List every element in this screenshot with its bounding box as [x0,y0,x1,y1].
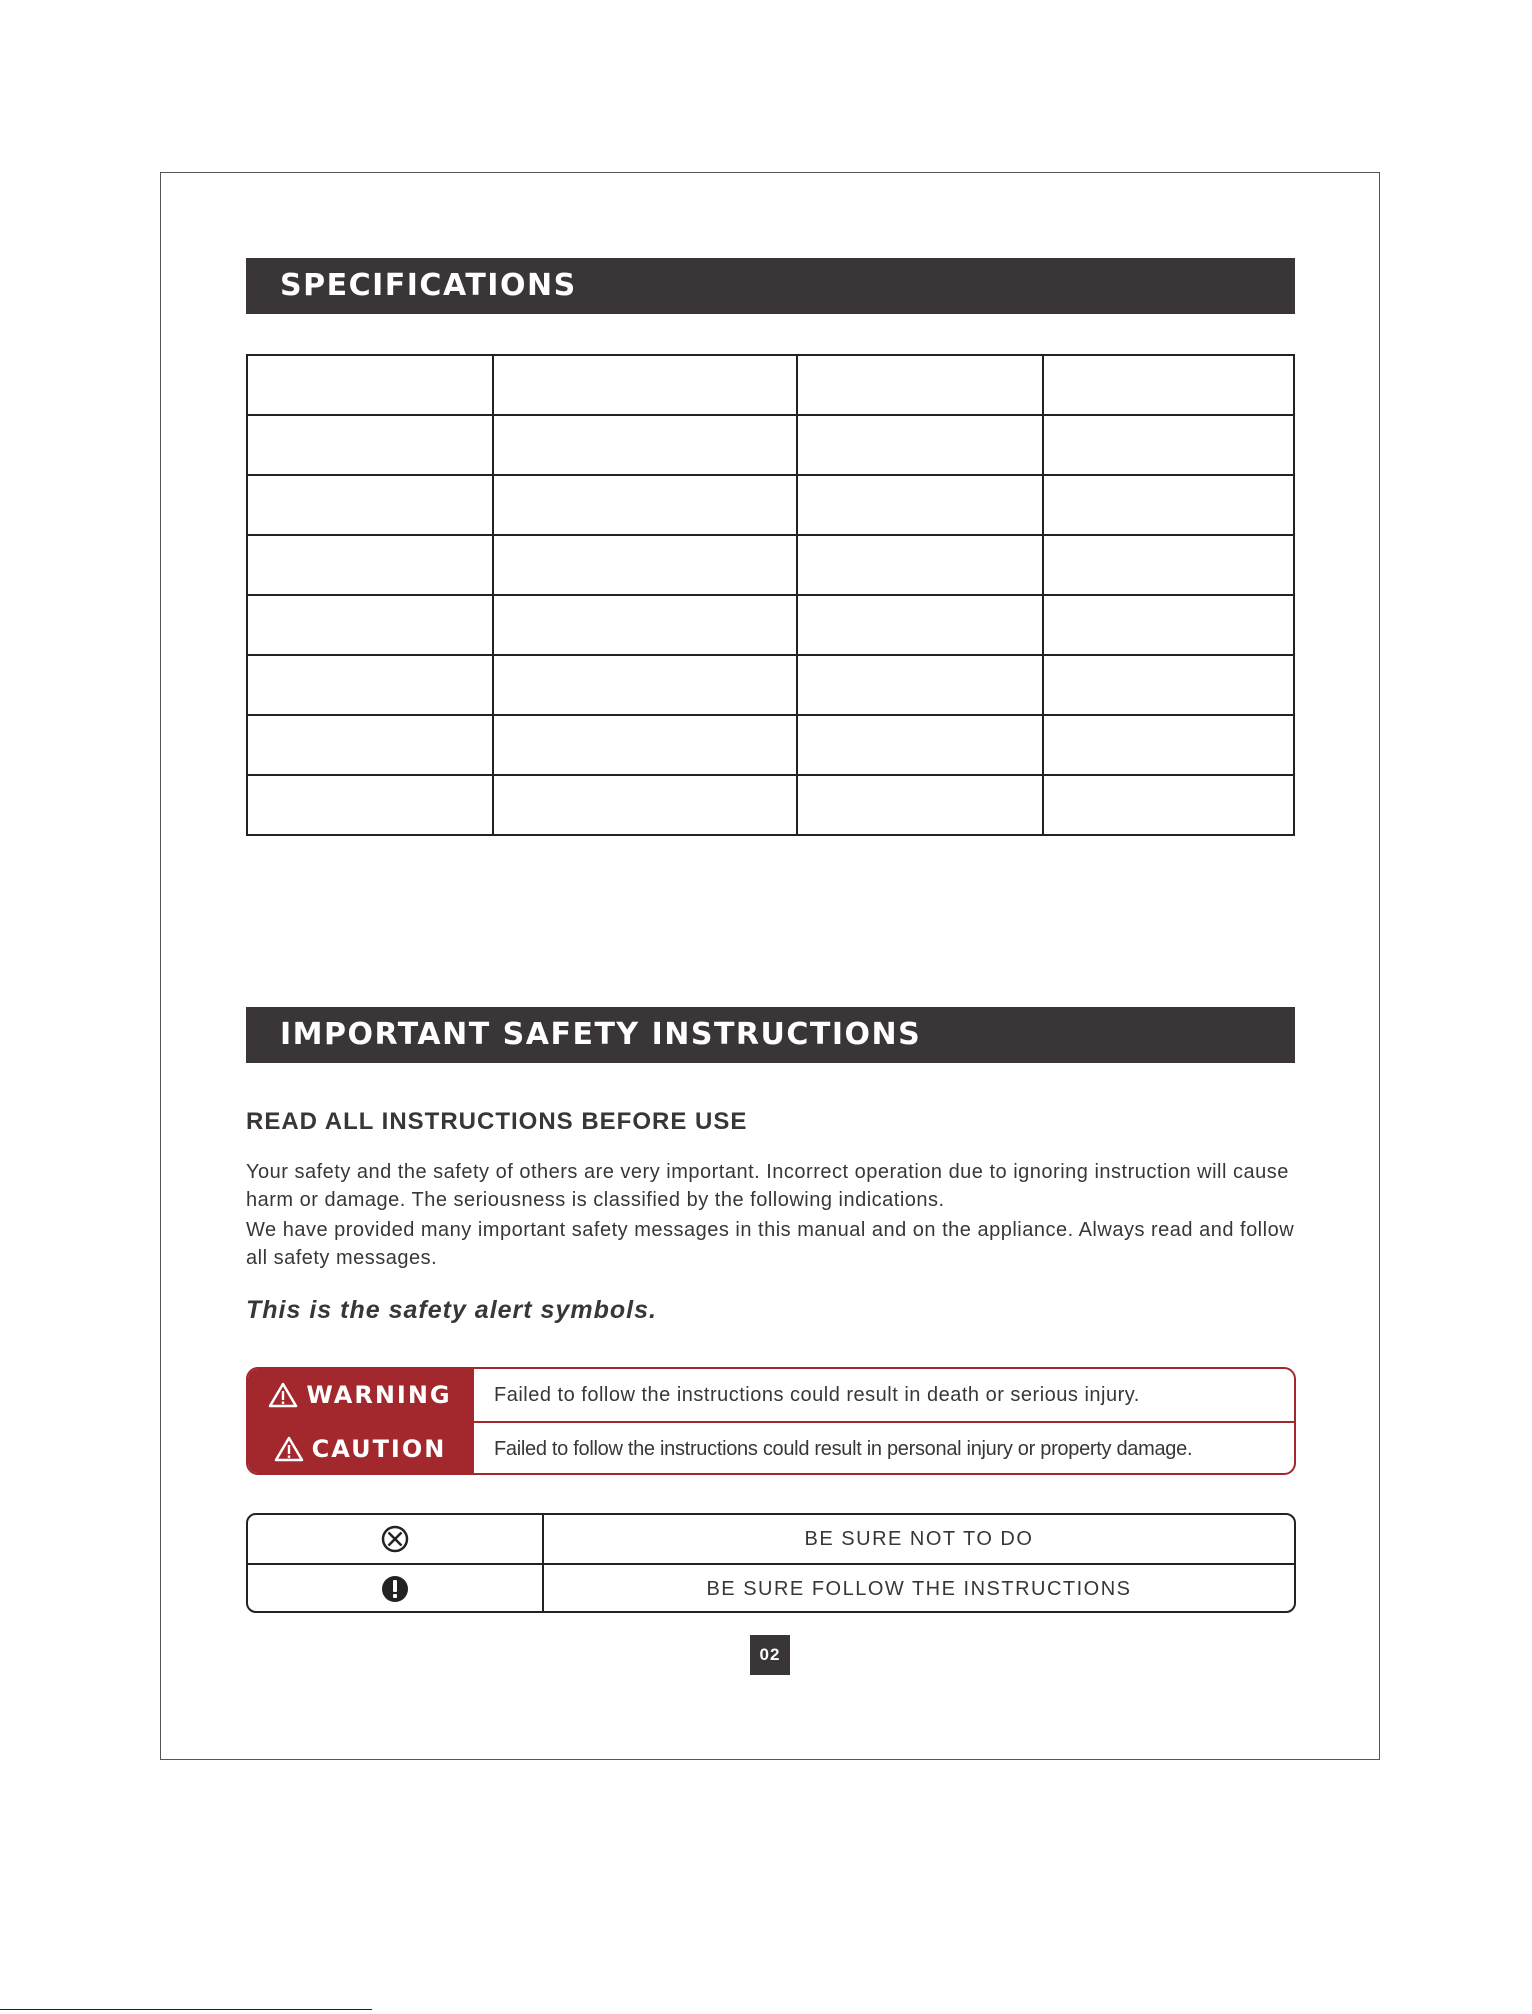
warning-row [248,1369,1294,1423]
table-row [247,595,1294,655]
table-cell [247,595,493,655]
safety-instructions-heading: IMPORTANT SAFETY INSTRUCTIONS [246,1007,1295,1063]
table-cell [1043,355,1294,415]
table-cell [1043,715,1294,775]
exclamation-circle-icon [380,1574,410,1604]
page-number: 02 [750,1635,790,1675]
table-cell [797,415,1043,475]
safety-paragraph-1: Your safety and the safety of others are very important. Incorrect operation due to ignoring instruction will cause harm or damage. The seriousness is classified by the following indications. [246,1161,1289,1211]
table-cell [1043,655,1294,715]
table-cell [1043,595,1294,655]
table-row [247,475,1294,535]
safety-alert-symbols-line: This is the safety alert symbols. [246,1296,657,1324]
caution-label: CAUTION [311,1435,447,1463]
warning-triangle-icon [274,1436,304,1462]
table-cell [797,775,1043,835]
table-cell [797,535,1043,595]
table-cell [493,355,797,415]
table-cell [1043,775,1294,835]
bottom-edge-line [0,2009,372,2010]
caution-label-cell [248,1423,474,1475]
specifications-heading: SPECIFICATIONS [246,258,1295,314]
table-cell [493,415,797,475]
warning-label-cell [248,1369,474,1421]
warning-label: WARNING [306,1381,452,1409]
table-row [247,655,1294,715]
table-cell [797,595,1043,655]
caution-text: Failed to follow the instructions could result in personal injury or property damage. [494,1437,1193,1460]
table-cell [247,535,493,595]
table-cell [493,595,797,655]
table-cell [797,655,1043,715]
table-cell [247,715,493,775]
table-cell [1043,475,1294,535]
table-cell [247,655,493,715]
table-row [247,775,1294,835]
warning-text: Failed to follow the instructions could result in death or serious injury. [494,1383,1140,1406]
table-cell [493,535,797,595]
symbol-cell [248,1565,544,1613]
table-cell [797,475,1043,535]
table-row [248,1515,1294,1565]
table-cell [1043,415,1294,475]
safety-paragraph-2: We have provided many important safety messages in this manual and on the appliance. Always read and follow all safety messages. [246,1219,1295,1269]
prohibited-circle-x-icon [380,1524,410,1554]
safety-alert-table [246,1367,1296,1475]
symbol-meaning-table [246,1513,1296,1613]
table-row [247,535,1294,595]
table-cell [247,415,493,475]
table-cell [247,355,493,415]
table-cell [797,715,1043,775]
table-cell [247,475,493,535]
table-row [247,715,1294,775]
table-row [247,415,1294,475]
warning-triangle-icon [268,1382,298,1408]
table-row [248,1565,1294,1613]
table-cell [493,775,797,835]
table-cell [493,475,797,535]
specifications-table [246,354,1295,836]
read-all-instructions-heading: READ ALL INSTRUCTIONS BEFORE USE [246,1108,748,1135]
table-cell [493,715,797,775]
table-row [247,355,1294,415]
be-sure-not-to-do-text: BE SURE NOT TO DO [804,1527,1034,1550]
symbol-cell [248,1515,544,1563]
table-cell [1043,535,1294,595]
be-sure-follow-text: BE SURE FOLLOW THE INSTRUCTIONS [706,1577,1132,1600]
caution-row [248,1423,1294,1475]
table-cell [247,775,493,835]
table-cell [797,355,1043,415]
table-cell [493,655,797,715]
